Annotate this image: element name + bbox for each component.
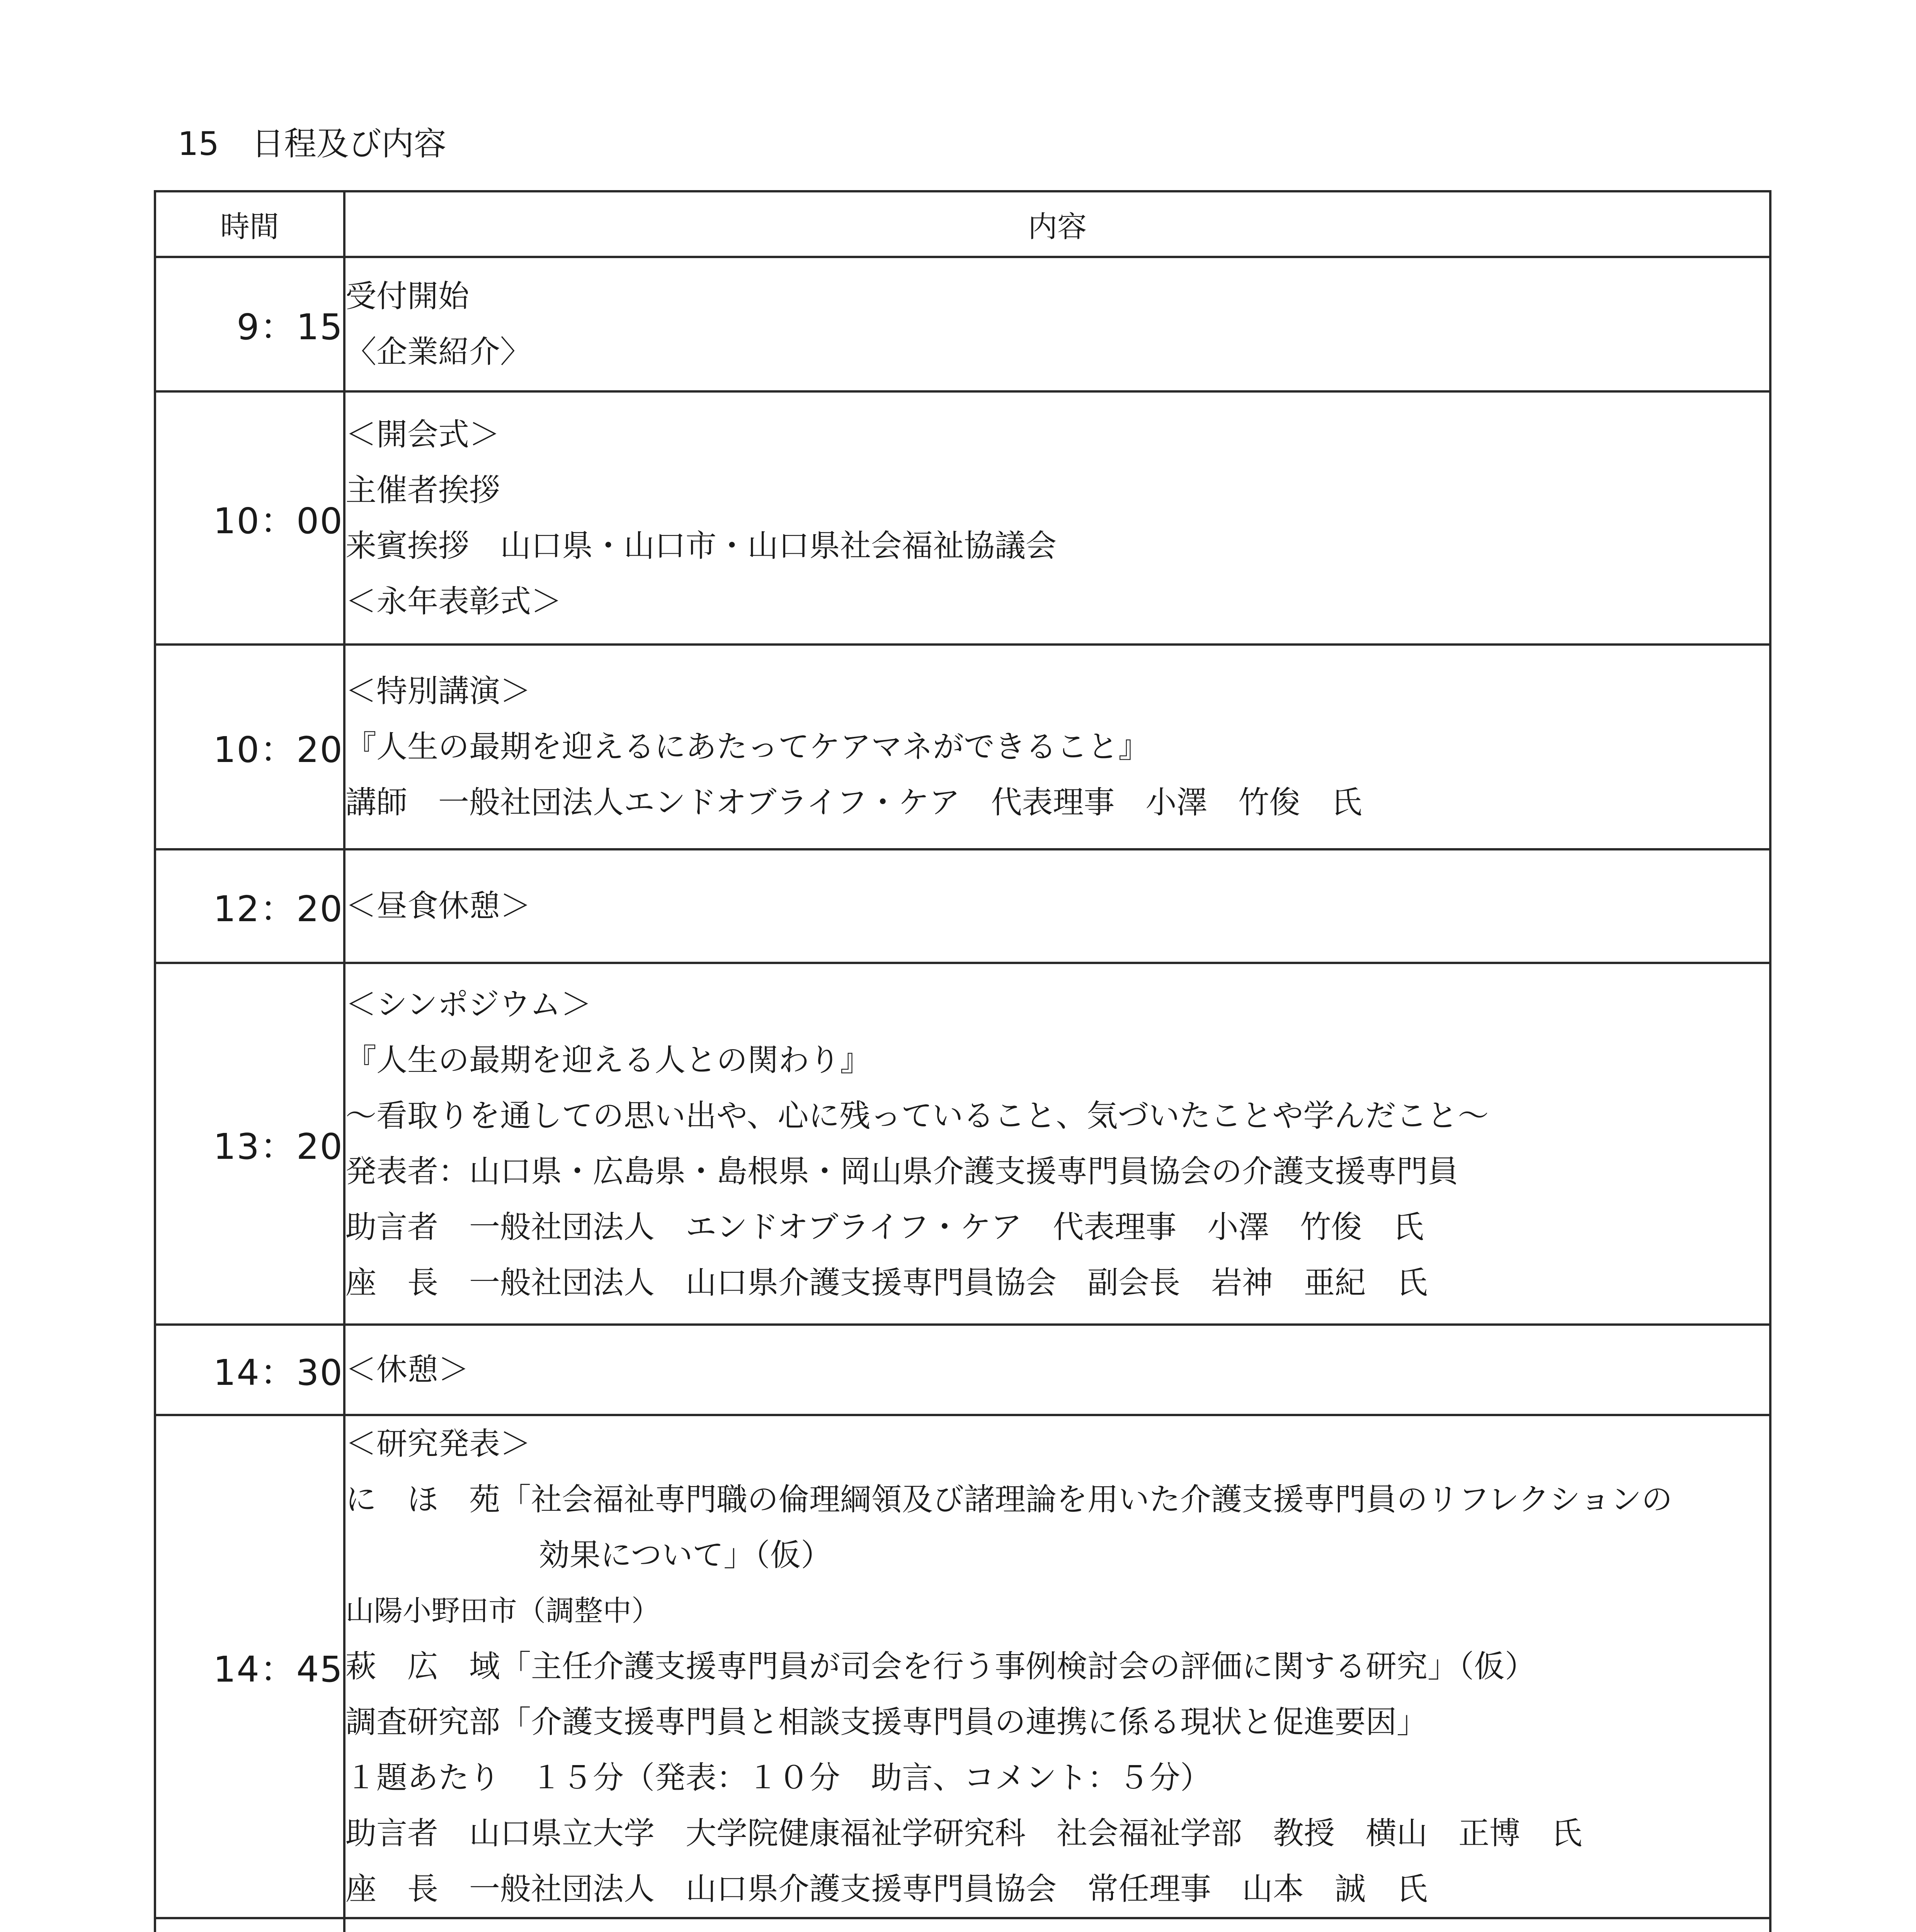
content-line: 『人生の最期を迎えるにあたってケアマネができること』 <box>345 729 1149 765</box>
content-line: 助言者 山口県立大学 大学院健康福祉学研究科 社会福祉学部 教授 横山 正博 氏 <box>345 1815 1582 1851</box>
header-time: 時間 <box>155 191 344 257</box>
content-cell <box>344 391 1770 645</box>
page-title: 15 日程及び内容 <box>178 125 446 163</box>
table-row <box>155 645 1770 849</box>
content-line: 講師 一般社団法人エンドオブライフ・ケア 代表理事 小澤 竹俊 氏 <box>345 784 1362 820</box>
content-line: ＜休憩＞ <box>345 1352 469 1388</box>
table-row <box>155 1415 1770 1918</box>
content-line: 萩 広 域「主任介護支援専門員が司会を行う事例検討会の評価に関する研究」（仮） <box>345 1648 1536 1684</box>
content-line: 来賓挨拶 山口県・山口市・山口県社会福祉協議会 <box>345 527 1057 564</box>
content-line: 調査研究部「介護支援専門員と相談支援専門員の連携に係る現状と促進要因」 <box>345 1704 1428 1740</box>
table-row <box>155 1918 1770 1932</box>
content-line: 助言者 一般社団法人 エンドオブライフ・ケア 代表理事 小澤 竹俊 氏 <box>345 1209 1424 1245</box>
content-cell <box>344 1918 1770 1932</box>
schedule-table <box>154 190 1771 1932</box>
time-cell: 12：20 <box>155 849 344 963</box>
time-cell: 13：20 <box>155 963 344 1325</box>
content-line: ＜昼食休憩＞ <box>345 888 531 924</box>
content-line: 効果について」（仮） <box>539 1537 832 1573</box>
content-line: ＜特別講演＞ <box>345 673 531 709</box>
content-cell <box>344 963 1770 1325</box>
content-line: 座 長 一般社団法人 山口県介護支援専門員協会 副会長 岩神 亜紀 氏 <box>345 1265 1428 1301</box>
content-line: 受付開始 <box>345 278 469 314</box>
time-cell: 10：00 <box>155 391 344 645</box>
table-row <box>155 963 1770 1325</box>
content-line: 『人生の最期を迎える人との関わり』 <box>345 1042 871 1078</box>
content-line: ＜開会式＞ <box>345 416 500 452</box>
time-cell <box>155 1918 344 1932</box>
content-line: 座 長 一般社団法人 山口県介護支援専門員協会 常任理事 山本 誠 氏 <box>345 1871 1428 1907</box>
header-content: 内容 <box>344 191 1770 257</box>
time-cell: 9：15 <box>155 257 344 391</box>
content-cell <box>344 1415 1770 1918</box>
time-cell: 10：20 <box>155 645 344 849</box>
content-line: ～看取りを通しての思い出や、心に残っていること、気づいたことや学んだこと～ <box>345 1098 1489 1134</box>
content-line: ＜永年表彰式＞ <box>345 583 562 619</box>
content-cell <box>344 257 1770 391</box>
content-cell <box>344 1325 1770 1415</box>
time-cell: 14：30 <box>155 1325 344 1415</box>
content-cell <box>344 645 1770 849</box>
content-line: ＜シンポジウム＞ <box>345 986 592 1022</box>
content-cell <box>344 849 1770 963</box>
table-header-row <box>155 191 1770 257</box>
table-row <box>155 257 1770 391</box>
content-line: 発表者：山口県・広島県・島根県・岡山県介護支援専門員協会の介護支援専門員 <box>345 1153 1458 1189</box>
table-row <box>155 1325 1770 1415</box>
time-cell: 14：45 <box>155 1415 344 1918</box>
table-row <box>155 849 1770 963</box>
content-line: に ほ 苑「社会福祉専門職の倫理綱領及び諸理論を用いた介護支援専門員のリフレクションの <box>345 1481 1673 1517</box>
content-line: 山陽小野田市（調整中） <box>345 1594 660 1628</box>
content-line: １題あたり １５分（発表：１０分 助言、コメント：５分） <box>345 1760 1211 1796</box>
table-row <box>155 391 1770 645</box>
content-line: 〈企業紹介〉 <box>345 334 531 370</box>
content-line: ＜研究発表＞ <box>345 1426 531 1462</box>
content-line: 主催者挨拶 <box>345 472 500 508</box>
